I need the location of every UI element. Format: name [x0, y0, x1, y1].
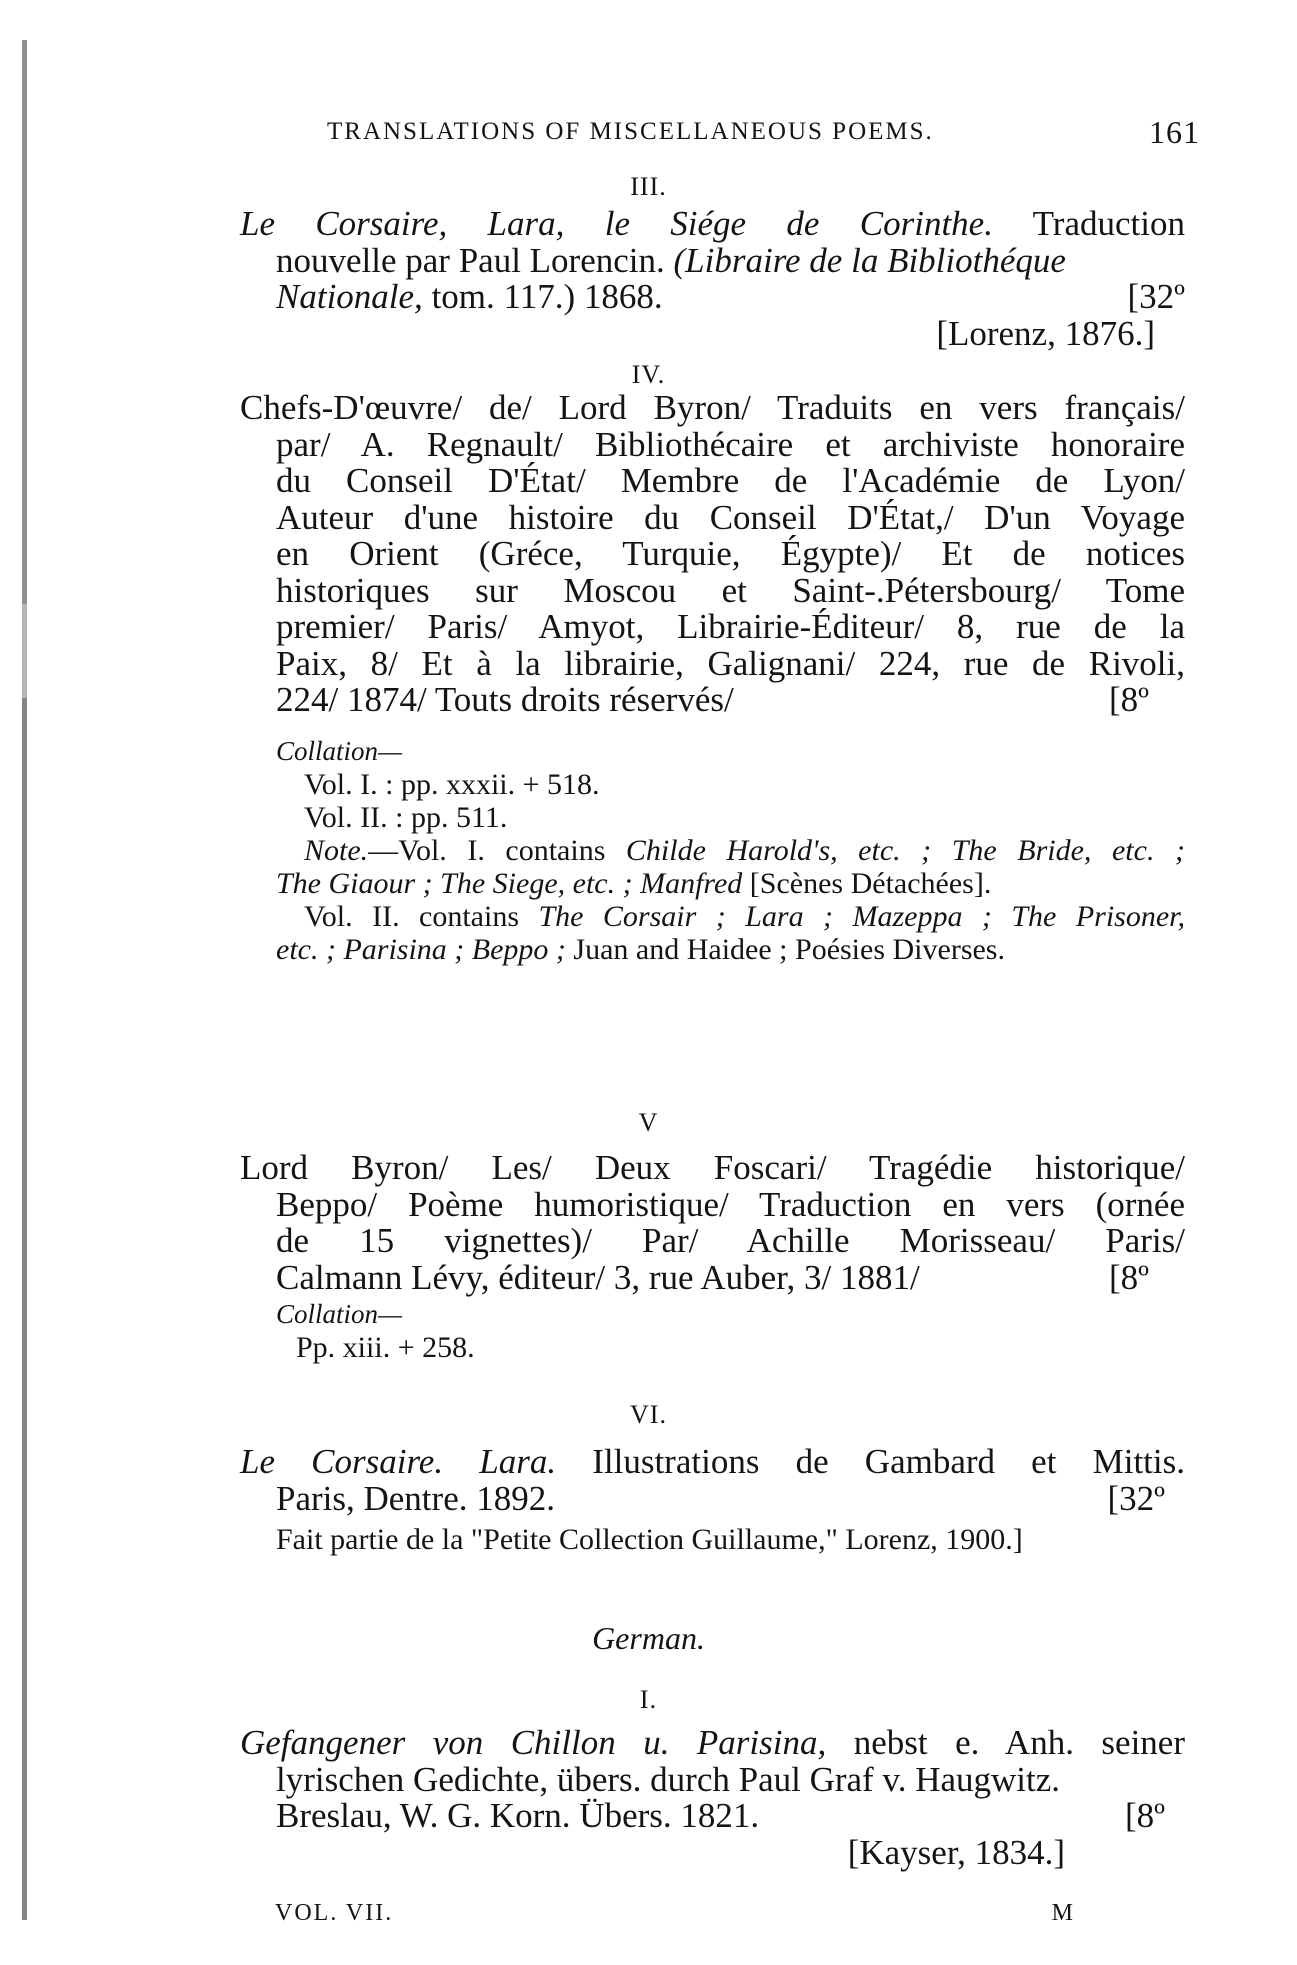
entry-line: Beppo/ Poème humoristique/ Traduction en vers (ornée [276, 1184, 1185, 1224]
format-mark: [8º [1108, 1257, 1149, 1297]
page-footer [275, 1900, 1075, 1927]
entry-iv [240, 390, 1185, 719]
entry-line [240, 206, 1185, 243]
entry-line [240, 279, 1185, 316]
entry-text: nouvelle par Paul Lorencin. [276, 240, 674, 280]
collation-label: Collation— [276, 1299, 403, 1329]
running-title: TRANSLATIONS OF MISCELLANEOUS POEMS. [327, 118, 934, 145]
format-mark: [32º [1107, 1478, 1165, 1518]
section-number-vi: VI. [630, 1400, 667, 1429]
entry-vi [240, 1444, 1185, 1556]
note-line [240, 933, 1185, 966]
format-mark: [32º [1127, 277, 1185, 316]
volume-label: VOL. VII. [275, 1900, 394, 1926]
entry-line: historiques sur Moscou et Saint-.Pétersbourg/ Tome [276, 570, 1185, 610]
entry-line [240, 1444, 1185, 1481]
collation-vol1: Vol. I. : pp. xxxii. + 518. [304, 768, 600, 801]
format-mark: [8º [1108, 680, 1149, 719]
format-mark: [8º [1124, 1796, 1165, 1835]
entry-line: premier/ Paris/ Amyot, Librairie-Éditeur/ 8, rue de la [276, 607, 1185, 646]
collation-label: Collation— [276, 736, 403, 766]
entry-line: lyrischen Gedichte, übers. durch Paul Graf v. Haugwitz. [276, 1759, 1061, 1799]
collation-vol2: Vol. II. : pp. 511. [304, 801, 508, 834]
note-titles: Childe Harold's, etc. ; The Bride, etc. ; [625, 834, 1185, 867]
entry-title: Gefangener von Chillon u. Parisina, [240, 1723, 827, 1762]
entry-text: 224/ 1874/ Touts droits réservés/ [276, 680, 734, 719]
source-citation: [Kayser, 1834.] [847, 1832, 1065, 1872]
page-number: 161 [1149, 114, 1200, 150]
section-number-german-i: I. [639, 1685, 658, 1714]
collation-v [240, 1298, 1185, 1364]
entry-text: Breslau, W. G. Korn. Übers. 1821. [276, 1796, 760, 1835]
entry-text: Paris, Dentre. 1892. [276, 1478, 555, 1518]
entry-iii [240, 206, 1185, 352]
note-label: Note. [304, 834, 369, 867]
entry-v [240, 1150, 1185, 1296]
section-number-iv: IV. [631, 360, 666, 389]
entry-title: Le Corsaire. Lara. [240, 1442, 557, 1481]
section-number-iii: III. [630, 172, 667, 201]
entry-line [240, 682, 1185, 719]
collation-iv [240, 735, 1185, 966]
entry-publisher: Nationale, [276, 277, 423, 316]
source-citation: [Lorenz, 1876.] [936, 313, 1155, 353]
language-heading: German. [592, 1620, 705, 1656]
entry-line: Auteur d'une histoire du Conseil D'État,/ D'un Voyage [276, 497, 1185, 537]
entry-line: Chefs-D'œuvre/ de/ Lord Byron/ Traduits en vers français/ [240, 388, 1185, 427]
entry-line: Paix, 8/ Et à la librairie, Galignani/ 224, rue de Rivoli, [276, 643, 1185, 683]
entry-line [240, 240, 1185, 280]
entry-line: Lord Byron/ Les/ Deux Foscari/ Tragédie historique/ [240, 1148, 1185, 1187]
entry-text: Illustrations de Gambard et Mittis. [556, 1442, 1185, 1481]
note-line [240, 867, 1185, 900]
entry-title: Le Corsaire, Lara, le Siége de Corinthe. [240, 204, 993, 243]
entry-line [240, 1725, 1185, 1762]
entry-line: en Orient (Gréce, Turquie, Égypte)/ Et de notices [276, 534, 1185, 573]
note-titles: The Corsair ; Lara ; Mazeppa ; The Prisoner, [538, 900, 1185, 933]
running-header [327, 114, 1200, 150]
entry-publisher: (Libraire de la Bibliothéque [673, 240, 1066, 280]
note-titles: The Giaour ; The Siege, etc. ; Manfred [276, 867, 743, 900]
note-titles: etc. ; Parisina ; Beppo ; [276, 933, 566, 966]
collation-pages: Pp. xiii. + 258. [296, 1331, 475, 1364]
note-text: Juan and Haidee ; Poésies Diverses. [565, 933, 1005, 966]
entry-line: de 15 vignettes)/ Par/ Achille Morisseau/ Paris/ [276, 1221, 1185, 1260]
entry-text: Traduction [992, 204, 1185, 243]
entry-line: par/ A. Regnault/ Bibliothécaire et archiviste honoraire [276, 424, 1185, 464]
entry-note: Fait partie de la "Petite Collection Guillaume," Lorenz, 1900.] [276, 1523, 1023, 1556]
entry-text: Calmann Lévy, éditeur/ 3, rue Auber, 3/ 1881/ [276, 1257, 920, 1297]
note-text: —Vol. I. contains [368, 834, 626, 867]
note-line [240, 900, 1185, 933]
entry-text: nebst e. Anh. seiner [826, 1723, 1185, 1762]
note-text: [Scènes Détachées]. [742, 867, 992, 900]
signature-mark: M [1051, 1900, 1075, 1926]
note-text: Vol. II. contains [304, 900, 539, 933]
entry-line: du Conseil D'État/ Membre de l'Académie de Lyon/ [276, 461, 1185, 500]
section-number-v: V [638, 1108, 659, 1137]
entry-german-i [240, 1725, 1185, 1871]
entry-line [240, 1798, 1185, 1835]
note-line [240, 834, 1185, 867]
entry-line [240, 1478, 1185, 1518]
entry-text: tom. 117.) 1868. [422, 277, 663, 316]
entry-line [240, 1257, 1185, 1297]
